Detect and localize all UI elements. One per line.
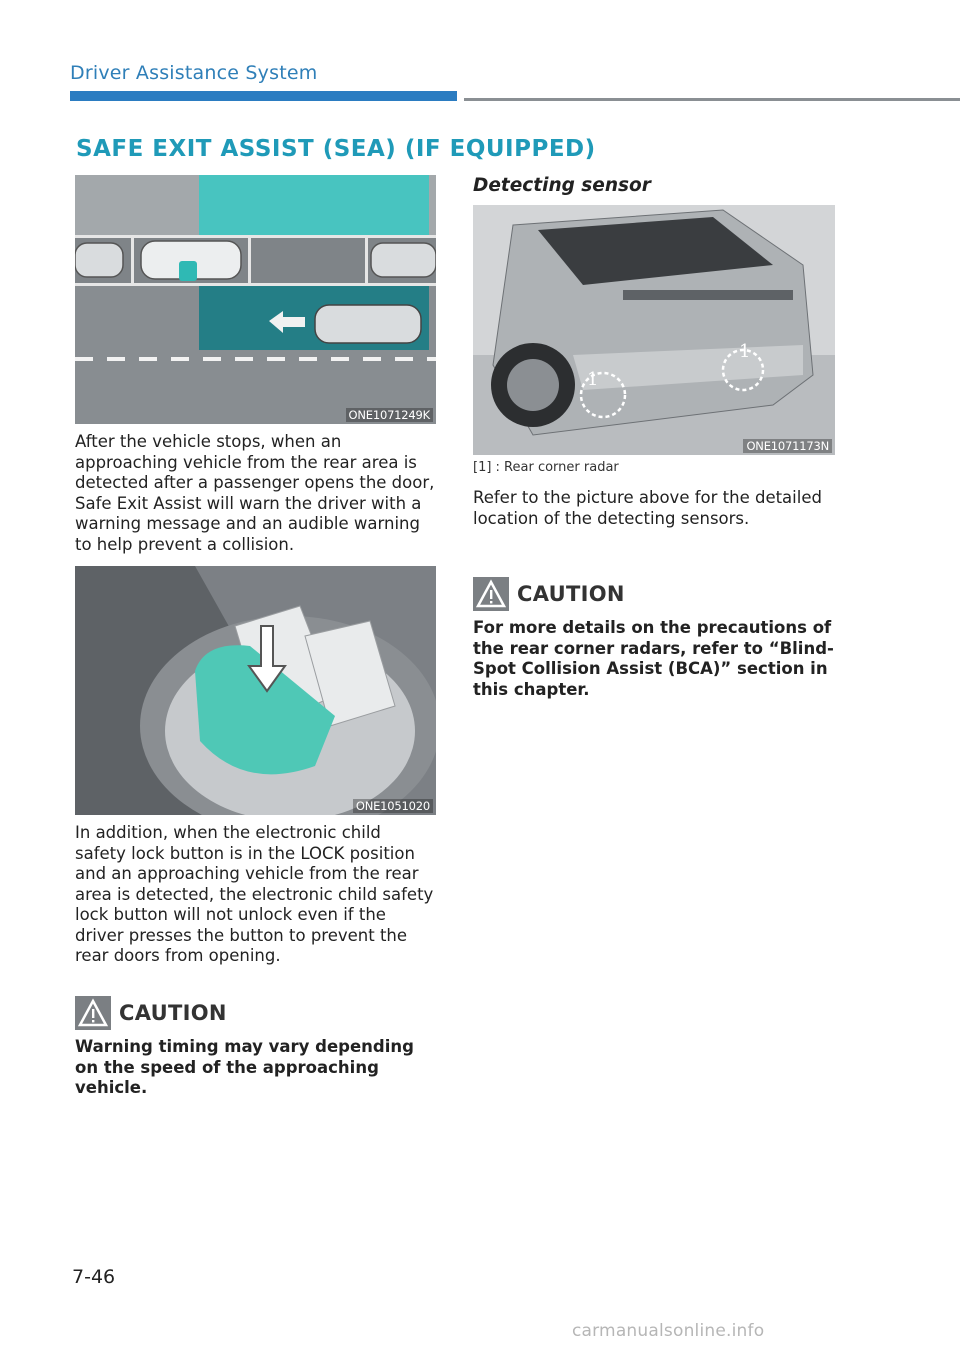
section-title: SAFE EXIT ASSIST (SEA) (IF EQUIPPED) <box>76 136 596 162</box>
watermark: carmanualsonline.info <box>572 1321 765 1341</box>
page-number: 7-46 <box>72 1266 116 1288</box>
subheading-detecting-sensor: Detecting sensor <box>473 175 651 196</box>
child-lock-illustration <box>75 566 436 815</box>
caution-label: CAUTION <box>119 1001 227 1025</box>
rear-vehicle-illustration <box>473 205 835 455</box>
caution-text-left: Warning timing may vary depending on the speed of the approaching vehicle. <box>75 1037 414 1097</box>
figure-safe-exit-scene <box>75 175 436 424</box>
caution-text-right: For more details on the precautions of the rear corner radars, refer to “Blind-Spot Collision Assist (BCA)” section in this chapter. <box>473 618 834 699</box>
figure-child-lock-button <box>75 566 436 815</box>
callout-label: 1 <box>739 341 751 362</box>
left-paragraph-2: In addition, when the electronic child safety lock button is in the LOCK position and an approaching vehicle from the rear area is detected, the electronic child safety lock button will not unlock even if the driver presses the button to prevent the rear doors from opening. <box>75 823 434 965</box>
caution-label: CAUTION <box>517 582 625 606</box>
figure-code: ONE1071173N <box>743 439 832 453</box>
figure-code: ONE1071249K <box>346 408 433 422</box>
callout-label: 1 <box>587 369 599 390</box>
figure-code: ONE1051020 <box>353 799 433 813</box>
chapter-header: Driver Assistance System <box>70 62 318 84</box>
right-paragraph-1: Refer to the picture above for the detailed location of the detecting sensors. <box>473 488 822 528</box>
header-rule-blue <box>70 91 457 101</box>
caution-header-left <box>75 996 227 1030</box>
figure-legend: [1] : Rear corner radar <box>473 460 619 475</box>
caution-header-right <box>473 577 625 611</box>
warning-icon <box>75 996 111 1030</box>
figure-rear-radar <box>473 205 835 455</box>
warning-icon <box>473 577 509 611</box>
left-paragraph-1: After the vehicle stops, when an approaching vehicle from the rear area is detected after a passenger opens the door, Safe Exit Assist will warn the driver with a warning message and an audible warning to help prevent a collision. <box>75 432 435 554</box>
parking-scene-illustration <box>75 175 436 424</box>
header-rule-gray <box>464 98 960 101</box>
